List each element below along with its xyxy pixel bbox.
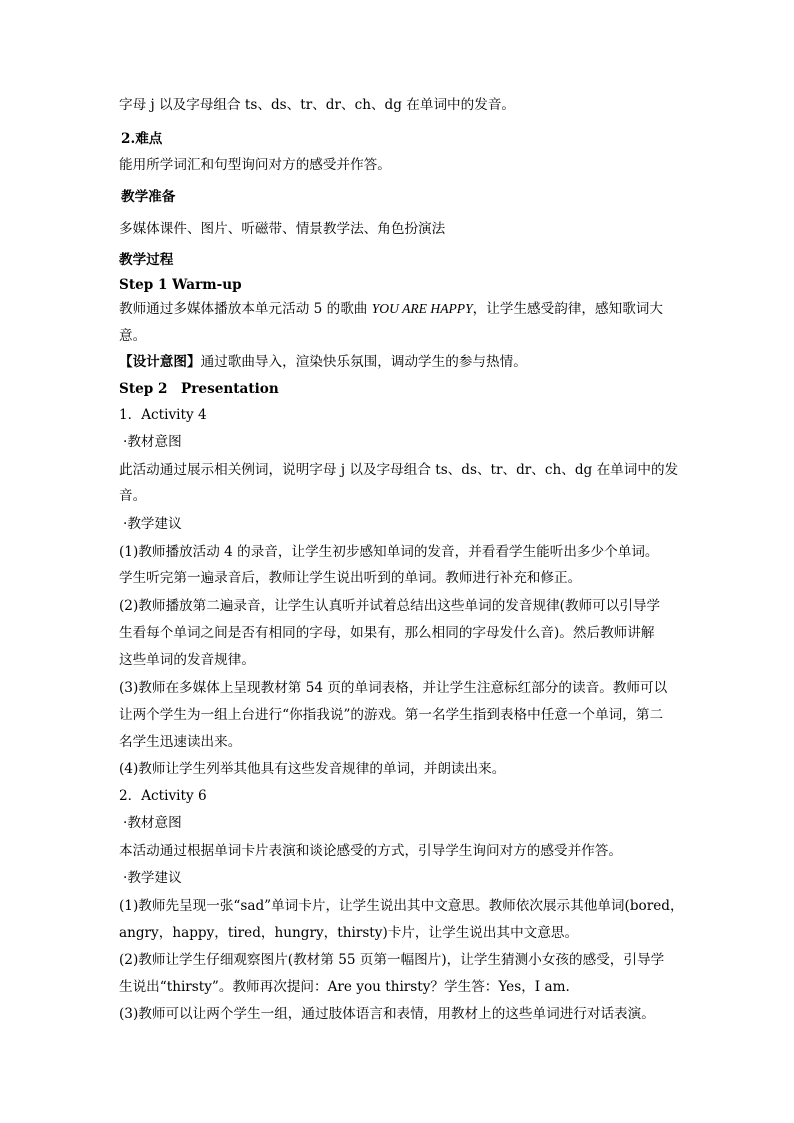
sub-label: ·教学建议 — [123, 870, 182, 886]
activity-heading: 2．Activity 6 — [119, 788, 207, 804]
step-heading: Step 1 Warm-up — [119, 277, 242, 293]
section-heading: 教学过程 — [119, 252, 174, 268]
text-line: (3)教师在多媒体上呈现教材第 54 页的单词表格，并让学生注意标红部分的读音。教师可以 — [119, 680, 668, 696]
activity-heading: 1．Activity 4 — [119, 407, 207, 423]
text-line: 这些单词的发音规律。 — [119, 652, 255, 668]
text-segment: 教师通过多媒体播放本单元活动 5 的歌曲 — [119, 301, 372, 317]
text-line: 让两个学生为一组上台进行“你指我说”的游戏。第一名学生指到表格中任意一个单词，第二 — [119, 707, 664, 723]
text-line: 本活动通过根据单词卡片表演和谈论感受的方式，引导学生询问对方的感受并作答。 — [119, 843, 622, 859]
text-line: 意。 — [119, 328, 147, 344]
text-line: (1)教师播放活动 4 的录音，让学生初步感知单词的发音，并看看学生能听出多少个单词。 — [119, 544, 659, 560]
text-line: 名学生迅速读出来。 — [119, 734, 242, 750]
text-segment: 通过歌曲导入，渲染快乐氛围，调动学生的参与热情。 — [200, 354, 527, 370]
text-line: angry，happy，tired，hungry，thirsty)卡片，让学生说出其中文意思。 — [119, 925, 579, 941]
section-heading: 教学准备 — [121, 189, 176, 205]
text-segment: ，让学生感受韵律，感知歌词大 — [472, 301, 663, 317]
sub-label: ·教学建议 — [123, 516, 182, 532]
text-line: (2)教师让学生仔细观察图片(教材第 55 页第一幅图片)，让学生猜测小女孩的感受，引导学 — [119, 952, 665, 968]
text-line: 能用所学词汇和句型询问对方的感受并作答。 — [119, 157, 391, 173]
text-line: 字母 j 以及字母组合 ts、ds、tr、dr、ch、dg 在单词中的发音。 — [119, 97, 516, 113]
text-line: 学生听完第一遍录音后，教师让学生说出听到的单词。教师进行补充和修正。 — [119, 570, 582, 586]
text-line: (2)教师播放第二遍录音，让学生认真听并试着总结出这些单词的发音规律(教师可以引导学 — [119, 598, 661, 614]
text-line: (3)教师可以让两个学生一组，通过肢体语言和表情，用教材上的这些单词进行对话表演。 — [119, 1006, 655, 1022]
text-line — [119, 353, 679, 371]
song-title: YOU ARE HAPPY — [371, 301, 473, 316]
text-line: (1)教师先呈现一张“sad”单词卡片，让学生说出其中文意思。教师依次展示其他单词(bored， — [119, 898, 684, 914]
text-line: 多媒体课件、图片、听磁带、情景教学法、角色扮演法 — [119, 221, 446, 237]
text-line — [119, 300, 679, 318]
design-intent-label: 【设计意图】 — [119, 354, 201, 370]
text-line: (4)教师让学生列举其他具有这些发音规律的单词，并朗读出来。 — [119, 761, 506, 777]
step-heading: Step 2 Presentation — [119, 381, 279, 397]
sub-label: ·教材意图 — [123, 434, 182, 450]
subheading: 2.难点 — [121, 131, 163, 147]
text-line: 生说出“thirsty”。教师再次提问：Are you thirsty？学生答：Yes，I am. — [119, 979, 570, 995]
text-line: 此活动通过展示相关例词，说明字母 j 以及字母组合 ts、ds、tr、dr、ch、dg 在单词中的发 — [119, 462, 679, 478]
text-line: 音。 — [119, 488, 147, 504]
text-line: 生看每个单词之间是否有相同的字母，如果有，那么相同的字母发什么音)。然后教师讲解 — [119, 625, 655, 641]
sub-label: ·教材意图 — [123, 815, 182, 831]
